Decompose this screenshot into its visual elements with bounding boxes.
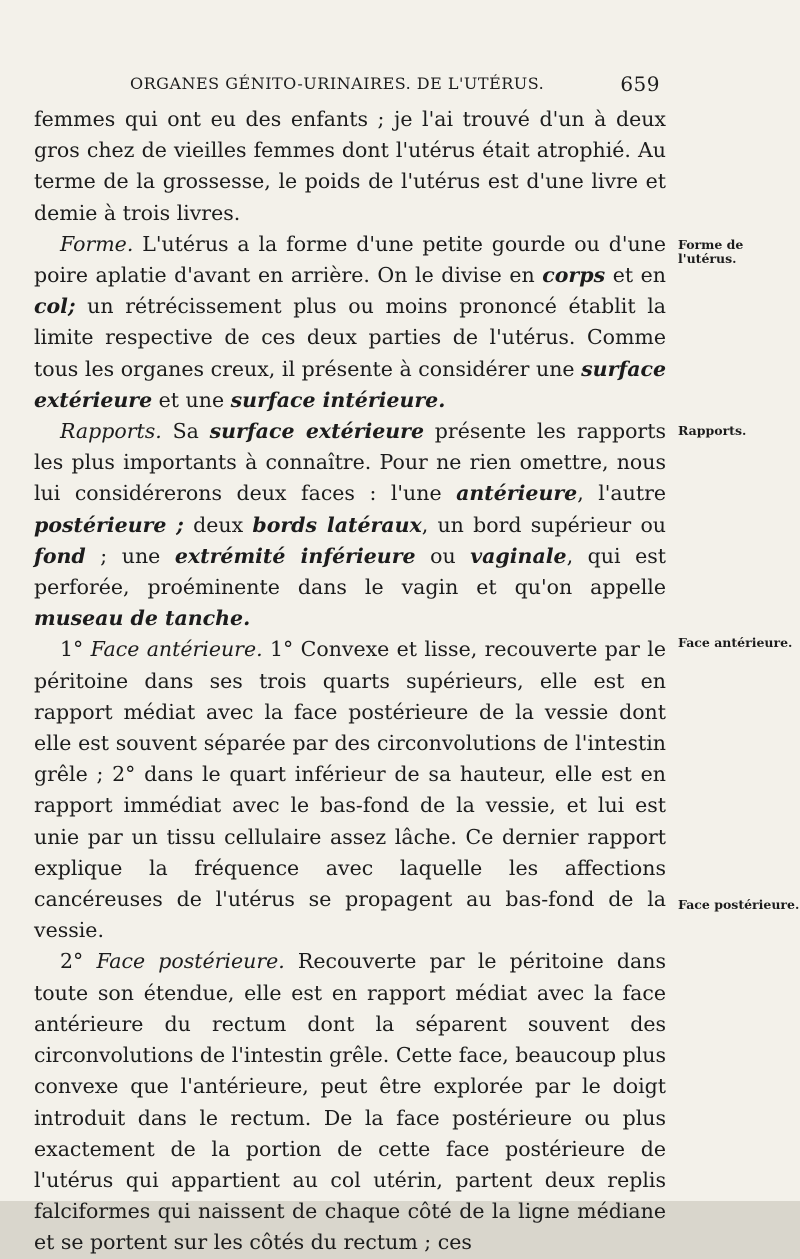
margin-note-face-posterieure: Face postérieure.	[678, 897, 800, 912]
text-run: ou	[415, 543, 471, 568]
item-number: 1°	[60, 637, 84, 662]
paragraph-rapports	[34, 416, 666, 634]
paragraph-text: femmes qui ont eu des enfants ; je l'ai trouvé d'un à deux gros chez de vieilles femmes dont l'utérus était atrophié. Au terme de la grossesse, le poids de l'utérus est d'une livre et demie à trois livres.	[34, 107, 666, 225]
term-posterieure: postérieure ;	[34, 512, 184, 537]
term-corps: corps	[542, 263, 606, 288]
running-head	[130, 74, 660, 98]
text-run: , l'autre	[577, 481, 666, 506]
paragraph-text: 1° Convexe et lisse, recouverte par le péritoine dans ses trois quarts supérieurs, elle est en rapport médiat avec la face postérieure de la vessie dont elle est souvent séparée par des circonvolutions de l'intestin grêle ; 2° dans le quart inférieur de sa hauteur, elle est en rapport immédiat avec le bas-fond de la vessie, et lui est unie par un tissu cellulaire assez lâche. Ce dernier rapport explique la fréquence avec laquelle les affections cancéreuses de l'utérus se propagent au bas-fond de la vessie.	[34, 637, 666, 943]
margin-note-forme: Forme de l'utérus.	[678, 237, 744, 266]
margin-note-rapports: Rapports.	[678, 423, 747, 438]
text-run: ; une	[85, 543, 175, 568]
term-extremite-inferieure: extrémité inférieure	[174, 543, 416, 568]
text-run: , un bord supérieur ou	[421, 512, 666, 537]
term-museau-de-tanche: museau de tanche.	[34, 606, 251, 631]
running-head-title: ORGANES GÉNITO-URINAIRES. DE L'UTÉRUS.	[130, 74, 545, 93]
text-run: présente les rapports les plus importants à connaître. Pour ne rien omettre, nous lui considérerons deux faces : l'une	[34, 419, 666, 506]
paragraph-poids-uterus	[34, 104, 666, 229]
text-run: un rétrécissement plus ou moins prononcé établit la limite respective de ces deux parties de l'utérus. Comme tous les organes creux, il présente à considérer une	[34, 294, 666, 381]
paragraph-face-anterieure	[34, 634, 666, 946]
paragraph-face-posterieure	[34, 946, 666, 1258]
section-heading-face-anterieure: Face antérieure.	[83, 637, 263, 662]
body-text	[34, 104, 666, 1259]
section-heading-forme: Forme.	[60, 231, 134, 256]
text-run: Sa	[161, 419, 210, 444]
term-surface-interieure: surface intérieure.	[230, 387, 446, 412]
page-number: 659	[620, 72, 660, 96]
text-run: et une	[152, 387, 231, 412]
text-run: deux	[183, 512, 253, 537]
item-number: 2°	[60, 949, 84, 974]
section-heading-rapports: Rapports.	[60, 419, 162, 444]
term-vaginale: vaginale	[470, 543, 567, 568]
term-anterieure: antérieure	[456, 481, 578, 506]
term-bords-lateraux: bords latéraux	[252, 512, 422, 537]
text-run: et en	[605, 263, 666, 288]
margin-note-face-anterieure: Face antérieure.	[678, 635, 793, 650]
term-fond: fond	[34, 543, 86, 568]
section-heading-face-posterieure: Face postérieure.	[83, 949, 285, 974]
paragraph-text: Recouverte par le péritoine dans toute son étendue, elle est en rapport médiat avec la face antérieure du rectum dont la séparent souvent des circonvolutions de l'intestin grêle. Cette face, beaucoup plus convexe que l'antérieure, peut être explorée par le doigt introduit dans le rectum. De la face postérieure ou plus exactement de la portion de cette face postérieure de l'utérus qui appartient au col utérin, partent deux replis falciformes qui naissent de chaque côté de la ligne médiane et se portent sur les côtés du rectum ; ces	[34, 949, 666, 1255]
term-surface-exterieure: surface extérieure	[34, 356, 666, 412]
paragraph-forme	[34, 229, 666, 416]
text-run: L'utérus a la forme d'une petite gourde ou d'une poire aplatie d'avant en arrière. On le divise en	[34, 231, 666, 288]
text-run: , qui est perforée, proéminente dans le vagin et qu'on appelle	[34, 543, 666, 600]
term-col: col;	[34, 294, 76, 319]
term-surface-exterieure: surface extérieure	[209, 419, 425, 444]
